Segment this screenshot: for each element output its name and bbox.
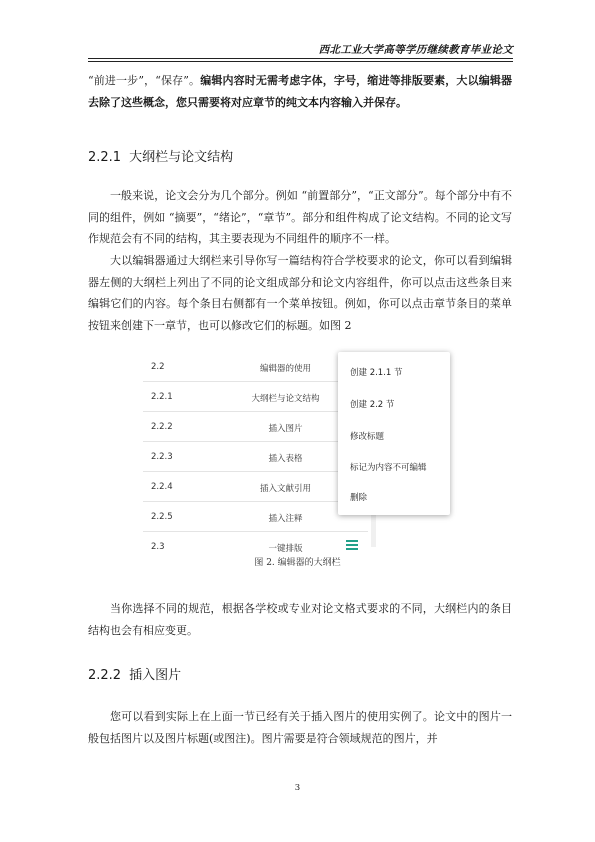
outline-row-title: 大纲栏与论文结构: [251, 394, 320, 404]
outline-row-title: 插入图片: [268, 424, 303, 434]
outline-row-number: 2.2.4: [151, 482, 173, 492]
outline-row-number: 2.2.5: [151, 512, 173, 522]
outline-row[interactable]: [143, 472, 368, 502]
section-heading-2-2-1: [88, 146, 233, 165]
outline-list: [143, 352, 368, 561]
outline-figure: [143, 352, 450, 554]
header-rule-thin: [88, 61, 513, 62]
section2-paragraph: 您可以看到实际上在上面一节已经有关于插入图片的使用实例了。论文中的图片一般包括图片以及图片标题(或图注)。图片需要是符合领域规范的图片，并: [88, 710, 512, 745]
after-figure-paragraph: 当你选择不同的规范，根据各学校或专业对论文格式要求的不同，大纲栏内的条目结构也会有相应变更。: [88, 602, 512, 637]
figure-caption: 图 2. 编辑器的大纲栏: [254, 558, 341, 568]
outline-row-number: 2.2.1: [151, 392, 173, 402]
menu-item-create-subsection[interactable]: 创建 2.1.1 节: [350, 368, 403, 378]
outline-row-number: 2.2: [151, 362, 165, 372]
intro-plain-text: “前进一步”，“保存”。: [88, 74, 201, 87]
menu-item-delete[interactable]: 删除: [350, 493, 368, 503]
section-heading-2-2-2: [88, 664, 181, 683]
outline-row-title: 一键排版: [268, 544, 303, 554]
outline-row-title: 插入文献引用: [259, 484, 311, 494]
outline-row[interactable]: [143, 502, 368, 532]
outline-row[interactable]: [143, 382, 368, 412]
outline-row-number: 2.3: [151, 542, 165, 552]
section-title: 插入图片: [129, 668, 182, 683]
outline-row-title: 编辑器的使用: [259, 364, 311, 374]
list-icon[interactable]: [346, 540, 358, 550]
outline-row[interactable]: [143, 442, 368, 472]
section-number: 2.2.2: [88, 668, 122, 683]
section1-paragraph-2: 大以编辑器通过大纲栏来引导你写一篇结构符合学校要求的论文，你可以看到编辑器左侧的大纲栏上列出了不同的论文组成部分和论文内容组件，你可以点击这些条目来编辑它们的内容。每个条目右侧都有一个菜单按钮。例如，你可以点击章节条目的菜单按钮来创建下一章节，也可以修改它们的标题。如图 2: [88, 254, 512, 332]
menu-item-rename[interactable]: 修改标题: [350, 432, 385, 442]
section1-paragraph-1: 一般来说，论文会分为几个部分。例如 “前置部分”，“正文部分”。每个部分中有不同的组件，例如 “摘要”，“绪论”，“章节”。部分和组件构成了论文结构。不同的论文写作规范会有不同的结构，其主要表现为不同组件的顺序不一样。: [88, 189, 512, 246]
outline-row-title: 插入表格: [268, 454, 303, 464]
page-number: 3: [294, 783, 301, 793]
intro-paragraph: [88, 70, 512, 113]
outline-row[interactable]: [143, 412, 368, 442]
header-title: 西北工业大学高等学历继续教育毕业论文: [318, 44, 513, 56]
outline-row-title: 插入注释: [268, 514, 303, 524]
context-menu: [338, 352, 450, 515]
section-title: 大纲栏与论文结构: [129, 150, 234, 165]
menu-item-lock-content[interactable]: 标记为内容不可编辑: [350, 463, 427, 473]
header-rule: [88, 58, 513, 59]
section-number: 2.2.1: [88, 150, 122, 165]
menu-item-create-section[interactable]: 创建 2.2 节: [350, 400, 395, 410]
outline-row[interactable]: [143, 352, 368, 382]
intro-bold-text: 编辑内容时无需考虑字体，字号，缩进等排版要素，大以编辑器去除了这些概念，您只需要将对应章节的纯文本内容输入并保存。: [88, 74, 512, 109]
outline-row-number: 2.2.3: [151, 452, 173, 462]
outline-row-number: 2.2.2: [151, 422, 173, 432]
